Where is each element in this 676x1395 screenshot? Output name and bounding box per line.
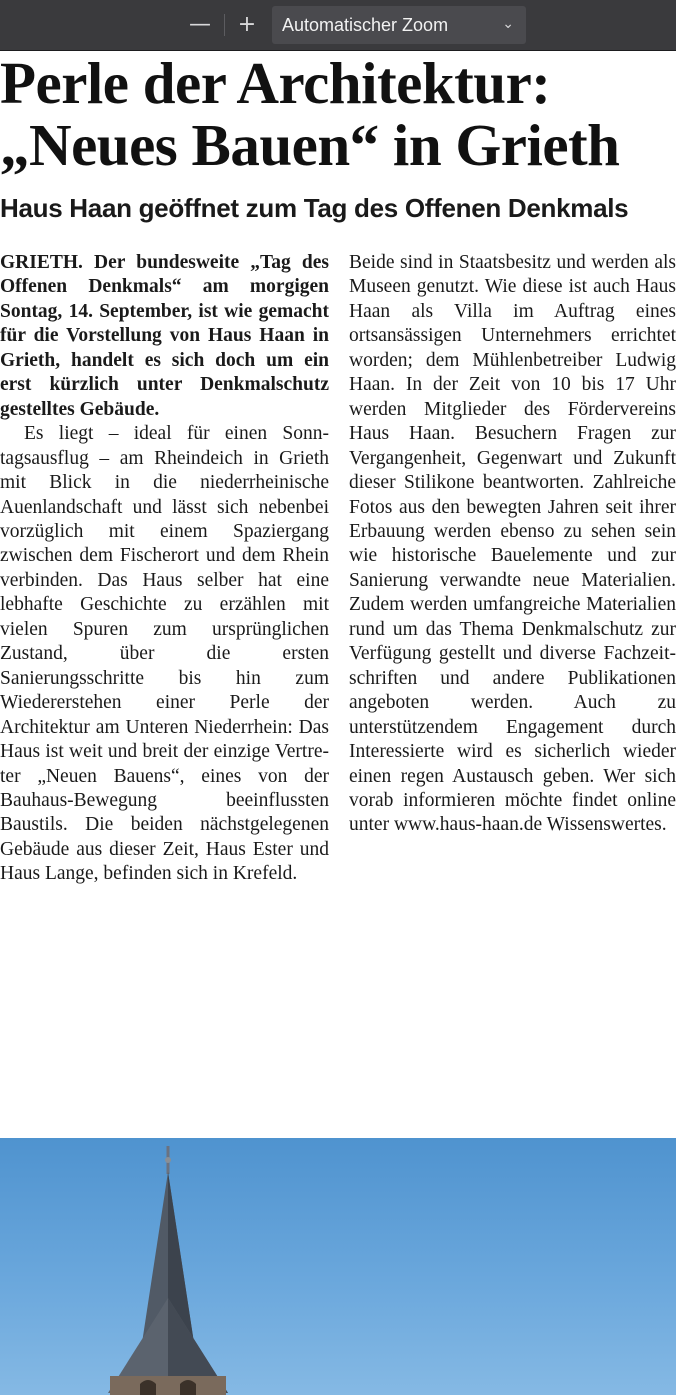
minus-icon: — (189, 12, 211, 37)
pdf-viewer-toolbar (0, 0, 676, 51)
article-body-right: Beide sind in Staatsbesitz und werden als Museen genutzt. Wie diese ist auch Haus Haan als Villa im Auftrag eines ortsansässigen Unternehmers errichtet worden; dem Mühlenbetreiber Ludwig Haan. In der Zeit von 10 bis 17 Uhr werden Mitglieder des Fördervereins Haus Haan. Besuchern Fragen zur Vergangenheit, Gegenwart und Zukunft dieser Stilikone beantworten. Zahlreiche Fotos aus den bewegten Jahren seit ihrer Erbauung werden ebenso zu sehen sein wie historische Bauelemente und zur Sanierung verwandte neue Materialien. Zudem werden umfangreiche Materialien rund um das Thema Denkmalschutz zur Verfügung gestellt und diverse Fachzeitschriften und andere Publikationen angeboten werden. Auch zu unterstützendem Engagement durch Interessierte wird es sicherlich wieder einen regen Austausch geben. Wer sich vorab informieren möchte findet online unter www.haus-haan.de Wissenswertes. (349, 252, 676, 836)
zoom-in-button[interactable] (232, 8, 262, 42)
tower-window-left (140, 1380, 156, 1395)
article-headline (0, 52, 676, 176)
article-subtitle: Haus Haan geöffnet zum Tag des Offenen Denkmals (0, 193, 629, 223)
zoom-select-value: Automatischer Zoom (282, 15, 449, 35)
toolbar-divider (224, 14, 225, 36)
article-lead: GRIETH. Der bundesweite „Tag des Offenen Denkmals“ am morgigen Sontag, 14. September, ist wie gemacht für die Vorstellung von Haus Haan in Grieth, handelt es sich doch um ein erst kürzlich unter Denkmalschutz gestelltes Gebäude. (0, 252, 329, 420)
spire-orb (165, 1157, 171, 1163)
chevron-down-icon: ⌄ (502, 16, 514, 32)
article-column-left (0, 251, 329, 887)
church-tower-photo (0, 1138, 676, 1395)
zoom-select[interactable] (272, 6, 526, 44)
article-body-left: Es liegt – ideal für einen Sonntagsausflug – am Rheindeich in Grieth mit Blick in die niederrheinische Auenlandschaft und lässt sich nebenbei vorzüglich mit einem Spaziergang zwischen dem Fischerort und dem Rhein verbinden. Das Haus selber hat eine lebhafte Geschichte zu erzählen mit vielen Spuren zum ursprünglichen Zustand, über die ersten Sanierungsschritte bis hin zum Wiedererstehen einer Perle der Architektur am Unteren Niederrhein: Das Haus ist weit und breit der einzige Vertreter „Neuen Bauens“, eines von der Bauhaus-Bewegung beeinflussten Baustils. Die beiden nächstgelegenen Gebäude aus dieser Zeit, Haus Ester und Haus Lange, befinden sich in Krefeld. (0, 423, 329, 885)
headline-line-2: „Neues Bauen“ in Grieth (0, 112, 620, 178)
headline-line-1: Perle der Architektur: (0, 50, 551, 116)
tower-window-right (180, 1380, 196, 1395)
tower-wall (110, 1376, 226, 1395)
church-tower-illustration (0, 1138, 676, 1395)
plus-icon: + (237, 12, 257, 37)
zoom-out-button[interactable] (185, 8, 215, 42)
article-column-right (349, 251, 676, 838)
